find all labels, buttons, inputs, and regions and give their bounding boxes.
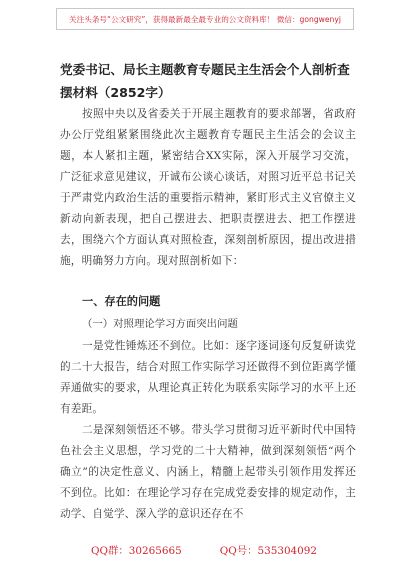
qq-number-text: QQ号：535304092 xyxy=(219,545,318,557)
paragraph-point-one: 一是党性锤炼还不到位。比如：逐字逐词逐句反复研读党的二十大报告，结合对照工作实际学习还做得不到位距离学懂弄通做实的要求，从理论真正转化为联系实际学习的水平上还有差距。 xyxy=(60,340,356,415)
footer-contact xyxy=(0,542,408,557)
subsection-heading: （一）对照理论学习方面突出问题 xyxy=(82,318,238,330)
paragraph-intro: 按照中央以及省委关于开展主题教育的要求部署，省政府办公厅党组紧紧围绕此次主题教育专题民主生活会的会议主题，本人紧扣主题，紧密结合XX实际，深入开展学习交流，广泛征求意见建议，开诚布公谈心谈话，对照习近平总书记关于严肃党内政治生活的重要指示精神，紧盯形式主义官僚主义新动向新表现，把自己摆进去、把职责摆进去、把工作摆进去，围绕六个方面认真对照检查，深刻剖析原因，提出改进措施，明确努力方向。现对照剖析如下： xyxy=(60,108,356,267)
section-heading: 一、存在的问题 xyxy=(82,295,161,308)
paragraph-point-two: 二是深刻领悟还不够。带头学习贯彻习近平新时代中国特色社会主义思想，学习党的二十大精神，做到深刻领悟“两个确立”的决定性意义、内涵上，精髓上起带头引领作用发挥还不到位。比如：在理论学习存在完成党委安排的规定动作，主动学、自觉学、深入学的意识还存在不 xyxy=(60,424,356,520)
qq-group-text: QQ群：30265665 xyxy=(90,545,182,557)
header-banner: 关注头条号“公文研究”，获得最新最全最专业的公文资料库！ 微信：gongwenyj xyxy=(56,8,354,30)
document-title: 党委书记、局长主题教育专题民主生活会个人剖析查摆材料（2852字） xyxy=(60,62,350,100)
